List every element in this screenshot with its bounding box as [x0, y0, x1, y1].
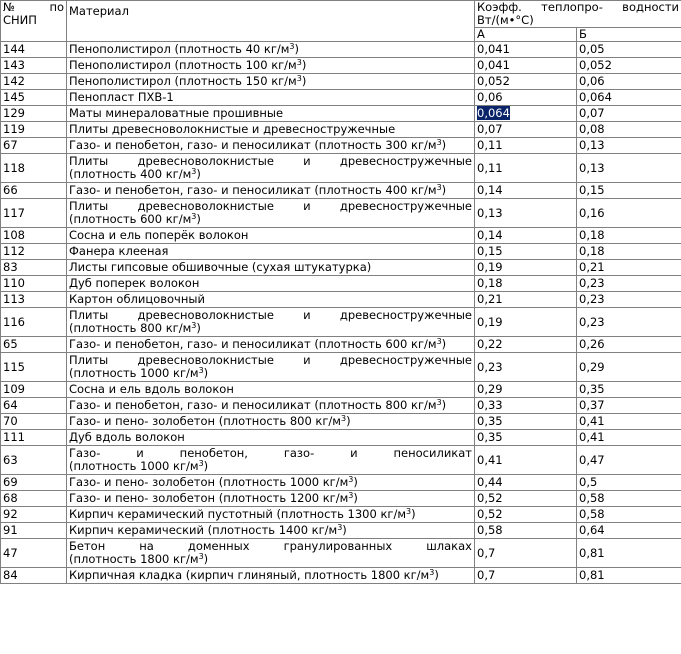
material-cell	[67, 568, 475, 584]
material-text: Кирпич керамический (плотность 1400 кг/м	[69, 523, 338, 537]
unit-superscript: 3	[406, 507, 412, 516]
coef-a-cell	[475, 244, 577, 260]
snip-cell: 117	[1, 199, 67, 228]
table-row	[1, 446, 681, 475]
coef-b-cell: 0,23	[577, 276, 681, 292]
coef-a-cell	[475, 398, 577, 414]
coef-b-cell: 0,05	[577, 42, 681, 58]
coef-a-cell	[475, 382, 577, 398]
material-text: Плиты древесноволокнистые и древесностружечные	[69, 122, 396, 136]
material-cell	[67, 154, 475, 183]
material-line2: (плотность 1000 кг/м	[69, 459, 199, 473]
coef-b-cell: 0,41	[577, 414, 681, 430]
coef-a-cell	[475, 260, 577, 276]
header-a: А	[475, 28, 577, 42]
table-row	[1, 58, 681, 74]
table-row	[1, 292, 681, 308]
table-row	[1, 337, 681, 353]
material-cell	[67, 308, 475, 337]
material-text: Сосна и ель вдоль волокон	[69, 382, 234, 396]
coef-a-value: 0,52	[477, 491, 503, 505]
material-tail: )	[411, 507, 416, 521]
snip-cell: 69	[1, 475, 67, 491]
snip-cell: 143	[1, 58, 67, 74]
material-cell	[67, 446, 475, 475]
snip-cell: 110	[1, 276, 67, 292]
coef-a-cell	[475, 183, 577, 199]
coef-a-value: 0,064	[477, 106, 510, 120]
coef-a-value: 0,18	[477, 276, 503, 290]
coef-a-value: 0,23	[477, 359, 503, 374]
material-cell	[67, 244, 475, 260]
coef-a-cell	[475, 228, 577, 244]
snip-cell: 108	[1, 228, 67, 244]
unit-superscript: 3	[348, 475, 354, 484]
material-text: Пенополистирол (плотность 150 кг/м	[69, 74, 297, 88]
snip-cell: 91	[1, 523, 67, 539]
material-text: Пенополистирол (плотность 40 кг/м	[69, 42, 290, 56]
coef-a-value: 0,19	[477, 260, 503, 274]
material-cell	[67, 183, 475, 199]
material-tail: )	[441, 138, 447, 152]
material-text: Дуб вдоль волокон	[69, 430, 185, 444]
material-text: Листы гипсовые обшивочные (сухая штукатурка)	[69, 260, 372, 274]
coef-a-cell	[475, 491, 577, 507]
coef-a-cell	[475, 74, 577, 90]
coef-a-value: 0,35	[477, 414, 503, 428]
snip-cell: 64	[1, 398, 67, 414]
snip-cell: 70	[1, 414, 67, 430]
material-text: Пенополистирол (плотность 100 кг/м	[69, 58, 297, 72]
unit-superscript: 3	[436, 337, 442, 346]
coef-b-cell: 0,18	[577, 228, 681, 244]
coef-a-cell	[475, 430, 577, 446]
table-row	[1, 507, 681, 523]
coef-a-cell	[475, 308, 577, 337]
material-cell	[67, 276, 475, 292]
coef-b-cell: 0,08	[577, 122, 681, 138]
material-cell	[67, 122, 475, 138]
coef-b-cell: 0,64	[577, 523, 681, 539]
coef-a-value: 0,13	[477, 205, 503, 220]
table-row	[1, 154, 681, 183]
snip-cell: 66	[1, 183, 67, 199]
coef-a-cell	[475, 58, 577, 74]
snip-cell: 118	[1, 154, 67, 183]
header-snip: № по СНИП	[1, 1, 67, 42]
coef-a-value: 0,14	[477, 228, 503, 242]
snip-cell: 84	[1, 568, 67, 584]
material-line2: (плотность 1800 кг/м	[69, 552, 199, 566]
material-text: Газо- и пенобетон, газо- и пеносиликат (плотность 400 кг/м	[69, 183, 437, 197]
material-cell	[67, 228, 475, 244]
coef-b-cell: 0,13	[577, 138, 681, 154]
coef-a-cell	[475, 138, 577, 154]
coef-a-cell	[475, 475, 577, 491]
material-cell	[67, 58, 475, 74]
snip-cell: 47	[1, 539, 67, 568]
coef-b-cell: 0,58	[577, 491, 681, 507]
material-text: Дуб поперек волокон	[69, 276, 200, 290]
coef-a-cell	[475, 414, 577, 430]
material-line2: (плотность 800 кг/м	[69, 321, 192, 335]
material-tail: )	[203, 552, 209, 566]
coef-b-cell: 0,13	[577, 154, 681, 183]
snip-cell: 113	[1, 292, 67, 308]
material-cell	[67, 337, 475, 353]
coef-a-value: 0,14	[477, 183, 503, 197]
material-tail: )	[294, 42, 300, 56]
material-tail: )	[441, 337, 447, 351]
material-text: Газо- и пенобетон, газо- и пеносиликат (плотность 800 кг/м	[69, 398, 437, 412]
material-tail: )	[301, 74, 307, 88]
table-row	[1, 353, 681, 382]
coef-a-cell	[475, 106, 577, 122]
header-coef: Коэфф. теплопро- водности Вт/(м•°С)	[475, 1, 681, 28]
table-row	[1, 260, 681, 276]
snip-cell: 116	[1, 308, 67, 337]
material-cell	[67, 430, 475, 446]
table-row	[1, 491, 681, 507]
coef-a-value: 0,29	[477, 382, 503, 396]
snip-cell: 112	[1, 244, 67, 260]
coef-a-cell	[475, 337, 577, 353]
table-row	[1, 430, 681, 446]
material-cell	[67, 90, 475, 106]
snip-cell: 83	[1, 260, 67, 276]
material-text: Пенопласт ПХВ-1	[69, 90, 174, 104]
coef-a-value: 0,06	[477, 90, 503, 104]
coef-b-cell: 0,26	[577, 337, 681, 353]
material-cell	[67, 491, 475, 507]
material-tail: )	[196, 212, 201, 226]
material-cell	[67, 353, 475, 382]
table-row	[1, 122, 681, 138]
material-text: Газо- и пено- золобетон (плотность 800 кг/м	[69, 414, 341, 428]
table-row	[1, 382, 681, 398]
unit-superscript: 3	[198, 459, 204, 468]
table-row	[1, 138, 681, 154]
material-cell	[67, 138, 475, 154]
coef-a-value: 0,11	[477, 138, 503, 152]
snip-cell: 119	[1, 122, 67, 138]
unit-superscript: 3	[289, 42, 295, 51]
snip-cell: 65	[1, 337, 67, 353]
snip-cell: 115	[1, 353, 67, 382]
snip-cell: 111	[1, 430, 67, 446]
coef-a-value: 0,7	[477, 568, 496, 582]
coef-b-cell: 0,81	[577, 539, 681, 568]
material-text: Газо- и пено- золобетон (плотность 1000 кг/м	[69, 475, 349, 489]
coef-b-cell: 0,35	[577, 382, 681, 398]
material-tail: )	[353, 491, 358, 505]
coef-a-value: 0,15	[477, 244, 503, 258]
table-row	[1, 475, 681, 491]
material-cell	[67, 539, 475, 568]
snip-cell: 145	[1, 90, 67, 106]
coef-a-value: 0,44	[477, 475, 503, 489]
coef-a-value: 0,041	[477, 42, 510, 56]
unit-superscript: 3	[191, 212, 197, 221]
material-tail: )	[441, 398, 447, 412]
coef-a-value: 0,052	[477, 74, 510, 88]
table-row	[1, 276, 681, 292]
snip-cell: 92	[1, 507, 67, 523]
coef-a-cell	[475, 353, 577, 382]
coef-a-value: 0,35	[477, 430, 503, 444]
material-line1: Газо- и пенобетон, газо- и пеносиликат	[69, 446, 472, 460]
material-cell	[67, 507, 475, 523]
coef-b-cell: 0,15	[577, 183, 681, 199]
material-text: Сосна и ель поперёк волокон	[69, 228, 249, 242]
table-row	[1, 244, 681, 260]
material-line2: (плотность 600 кг/м	[69, 212, 192, 226]
coef-b-cell: 0,064	[577, 90, 681, 106]
coef-b-cell: 0,052	[577, 58, 681, 74]
material-cell	[67, 74, 475, 90]
table-body	[1, 42, 681, 584]
snip-cell: 68	[1, 491, 67, 507]
table-row	[1, 183, 681, 199]
coef-b-cell: 0,58	[577, 507, 681, 523]
material-cell	[67, 106, 475, 122]
coef-a-value: 0,22	[477, 337, 503, 351]
coef-a-value: 0,07	[477, 122, 503, 136]
table-row	[1, 523, 681, 539]
coef-a-cell	[475, 42, 577, 58]
material-cell	[67, 523, 475, 539]
unit-superscript: 3	[191, 167, 197, 176]
material-tail: )	[301, 58, 307, 72]
unit-superscript: 3	[198, 552, 204, 561]
material-tail: )	[196, 167, 201, 181]
material-line2: (плотность 400 кг/м	[69, 167, 192, 181]
coef-b-cell: 0,18	[577, 244, 681, 260]
unit-superscript: 3	[436, 398, 442, 407]
coef-a-value: 0,11	[477, 160, 503, 175]
unit-superscript: 3	[337, 523, 343, 532]
material-text: Газо- и пенобетон, газо- и пеносиликат (плотность 600 кг/м	[69, 337, 437, 351]
coef-a-cell	[475, 446, 577, 475]
snip-cell: 144	[1, 42, 67, 58]
unit-superscript: 3	[340, 414, 347, 423]
material-tail: )	[342, 523, 347, 537]
material-text: Маты минераловатные прошивные	[69, 106, 284, 120]
table-row	[1, 568, 681, 584]
coef-b-cell: 0,81	[577, 568, 681, 584]
coef-b-cell: 0,29	[577, 353, 681, 382]
coef-a-cell	[475, 90, 577, 106]
material-text: Газо- и пено- золобетон (плотность 1200 кг/м	[69, 491, 349, 505]
material-tail: )	[434, 568, 439, 582]
coef-b-cell: 0,5	[577, 475, 681, 491]
table-row	[1, 90, 681, 106]
snip-cell: 63	[1, 446, 67, 475]
coef-b-cell: 0,41	[577, 430, 681, 446]
material-text: Кирпичная кладка (кирпич глиняный, плотность 1800 кг/м	[69, 568, 430, 582]
coef-a-cell	[475, 292, 577, 308]
coef-b-cell: 0,23	[577, 308, 681, 337]
material-tail: )	[353, 475, 358, 489]
unit-superscript: 3	[296, 74, 302, 83]
table-row	[1, 539, 681, 568]
coef-a-value: 0,19	[477, 314, 503, 329]
material-cell	[67, 292, 475, 308]
unit-superscript: 3	[436, 183, 442, 192]
coef-a-cell	[475, 507, 577, 523]
material-line1: Плиты древесноволокнистые и древесностружечные	[69, 199, 472, 213]
material-tail: )	[196, 321, 201, 335]
coef-b-cell: 0,37	[577, 398, 681, 414]
coef-a-value: 0,58	[477, 523, 503, 537]
material-tail: )	[203, 459, 209, 473]
material-cell	[67, 475, 475, 491]
unit-superscript: 3	[348, 491, 354, 500]
snip-cell: 109	[1, 382, 67, 398]
snip-cell: 142	[1, 74, 67, 90]
material-cell	[67, 382, 475, 398]
coef-a-cell	[475, 539, 577, 568]
material-tail: )	[203, 366, 209, 380]
table-row	[1, 414, 681, 430]
material-cell	[67, 42, 475, 58]
material-cell	[67, 199, 475, 228]
header-material: Материал	[67, 1, 475, 42]
coef-a-cell	[475, 199, 577, 228]
unit-superscript: 3	[296, 58, 302, 67]
table-row	[1, 308, 681, 337]
unit-superscript: 3	[429, 568, 435, 577]
coef-a-cell	[475, 523, 577, 539]
table-row	[1, 42, 681, 58]
material-cell	[67, 398, 475, 414]
snip-cell: 129	[1, 106, 67, 122]
coef-b-cell: 0,47	[577, 446, 681, 475]
coef-a-cell	[475, 122, 577, 138]
unit-superscript: 3	[436, 138, 442, 147]
coef-b-cell: 0,21	[577, 260, 681, 276]
material-tail: )	[346, 414, 351, 428]
header-b: Б	[577, 28, 681, 42]
table-row	[1, 74, 681, 90]
coef-b-cell: 0,23	[577, 292, 681, 308]
snip-cell: 67	[1, 138, 67, 154]
unit-superscript: 3	[198, 366, 204, 375]
coef-a-value: 0,7	[477, 545, 496, 560]
table-row	[1, 228, 681, 244]
material-cell	[67, 260, 475, 276]
coef-a-cell	[475, 276, 577, 292]
coef-b-cell: 0,06	[577, 74, 681, 90]
coef-a-value: 0,21	[477, 292, 503, 306]
coef-a-value: 0,52	[477, 507, 503, 521]
material-cell	[67, 414, 475, 430]
material-text: Фанера клееная	[69, 244, 169, 258]
table-row	[1, 106, 681, 122]
material-line1: Плиты древесноволокнистые и древесностружечные	[69, 353, 472, 367]
coef-b-cell: 0,16	[577, 199, 681, 228]
coef-a-value: 0,041	[477, 58, 510, 72]
unit-superscript: 3	[191, 321, 197, 330]
material-text: Кирпич керамический пустотный (плотность 1300 кг/м	[69, 507, 407, 521]
coef-a-cell	[475, 154, 577, 183]
coef-b-cell: 0,07	[577, 106, 681, 122]
material-line1: Бетон на доменных гранулированных шлаках	[69, 539, 472, 553]
material-line1: Плиты древесноволокнистые и древесностружечные	[69, 154, 472, 168]
coef-a-value: 0,41	[477, 452, 503, 467]
coef-a-cell	[475, 568, 577, 584]
material-text: Газо- и пенобетон, газо- и пеносиликат (плотность 300 кг/м	[69, 138, 437, 152]
material-tail: )	[441, 183, 447, 197]
material-line1: Плиты древесноволокнистые и древесностружечные	[69, 308, 472, 322]
material-line2: (плотность 1000 кг/м	[69, 366, 199, 380]
table-row	[1, 199, 681, 228]
table-row	[1, 398, 681, 414]
material-text: Картон облицовочный	[69, 292, 205, 306]
coef-a-value: 0,33	[477, 398, 503, 412]
